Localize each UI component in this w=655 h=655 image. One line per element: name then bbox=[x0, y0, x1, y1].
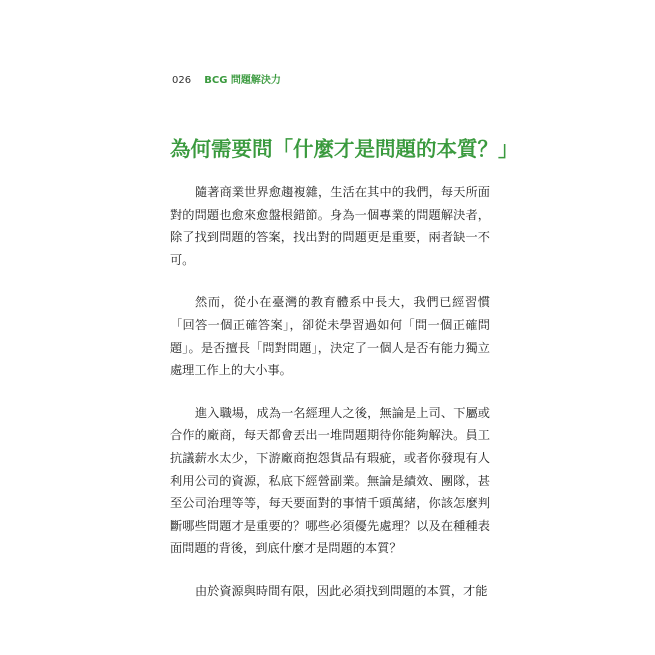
paragraph-3: 進入職場，成為一名經理人之後，無論是上司、下屬或合作的廠商，每天都會丟出一堆問題期待你能夠解決。員工抗議薪水太少，下游廠商抱怨貨品有瑕疵，或者你發現有人利用公司的資源，私底下經營副業。無論是績效、團隊，甚至公司治理等等，每天要面對的事情千頭萬緒，你該怎麼判斷哪些問題才是重要的？哪些必須優先處理？以及在種種表面問題的背後，到底什麼才是問題的本質？ bbox=[170, 405, 490, 556]
chapter-heading: 為何需要問「什麼才是問題的本質？」 bbox=[170, 137, 519, 161]
page-number: 026 bbox=[172, 75, 192, 86]
paragraph-1: 隨著商業世界愈趨複雜，生活在其中的我們，每天所面對的問題也愈來愈盤根錯節。身為一個專業的問題解決者，除了找到問題的答案，找出對的問題更是重要，兩者缺一不可。 bbox=[170, 185, 490, 267]
paragraph-2: 然而，從小在臺灣的教育體系中長大，我們已經習慣「回答一個正確答案」，卻從未學習過如何「問一個正確問題」。是否擅長「問對問題」，決定了一個人是否有能力獨立處理工作上的大小事。 bbox=[170, 295, 490, 378]
book-title: BCG 問題解決力 bbox=[204, 75, 281, 86]
running-head bbox=[172, 74, 281, 88]
paragraph-4: 由於資源與時間有限，因此必須找到問題的本質，才能 bbox=[195, 583, 488, 598]
body-text bbox=[170, 181, 490, 623]
